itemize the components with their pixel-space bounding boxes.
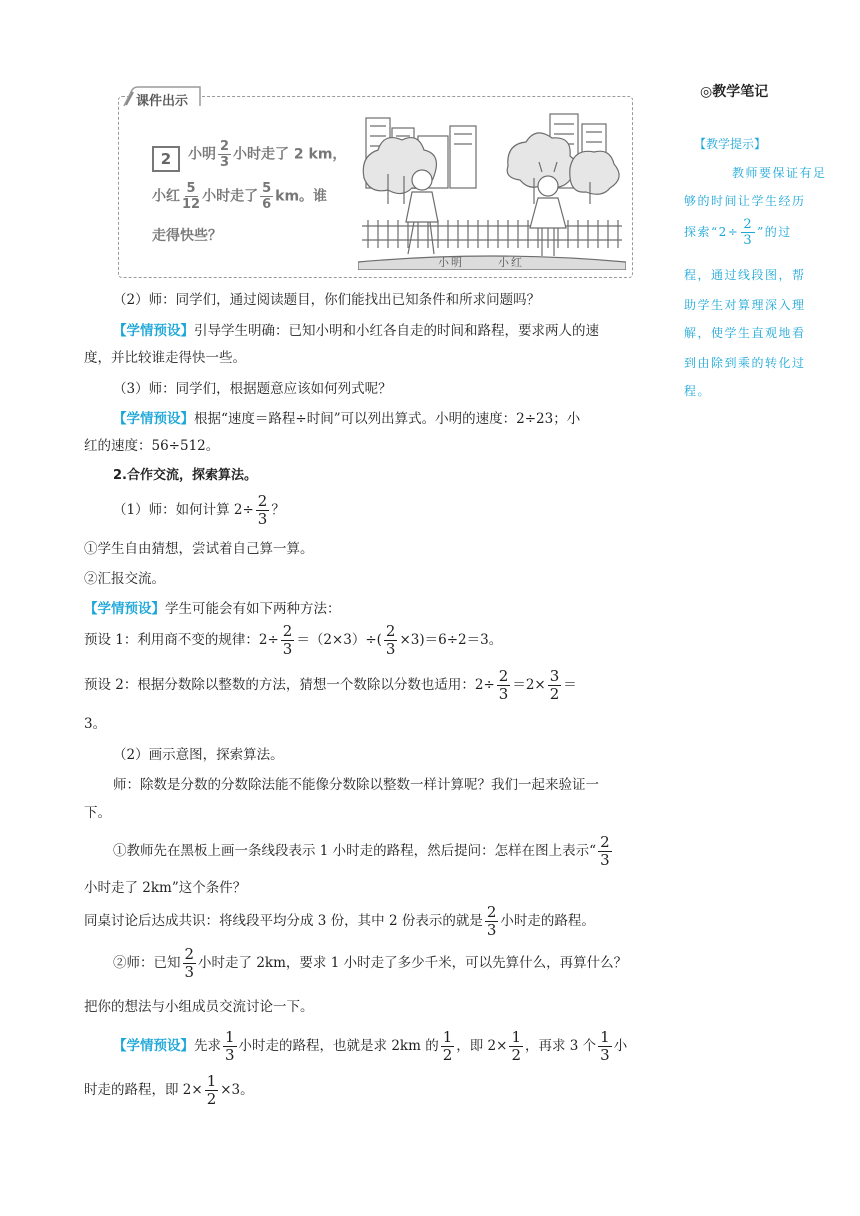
problem-line-2: 小红 $\frac{5}{12}$ 小时走了 $\frac{5}{6}$ km。谁 [152, 181, 328, 212]
text-line: （1）师：如何计算 2÷ $\frac{2}{3}$ ？ [113, 492, 285, 528]
label-xiaoming: 小明 [438, 256, 464, 269]
text-line: 3。 [84, 716, 107, 732]
text-line: 下。 [84, 805, 111, 821]
text-line: 预设 2：根据分数除以整数的方法，猜想一个数除以分数也适用：2÷ $\frac{2}{3}$ ＝2× $\frac{3}{2}$ ＝ [84, 667, 577, 703]
illustration-park [358, 108, 626, 270]
text-line: 小时走了 2km”这个条件？ [84, 880, 247, 896]
teaching-tip-label: 【教学提示】 [694, 137, 767, 151]
teaching-notes-heading: ◎教学笔记 [700, 84, 769, 100]
text-line: 师：除数是分数的分数除法能不能像分数除以整数一样计算呢？我们一起来验证一 [113, 777, 599, 793]
text-line: 【学情预设】引导学生明确：已知小明和小红各自走的时间和路程，要求两人的速 [113, 323, 599, 339]
side-note-line: 解，使学生直观地看 [684, 326, 806, 340]
courseware-title-tab [122, 86, 204, 108]
text-line: 红的速度：56÷512。 [84, 438, 220, 454]
side-note-line: 教师要保证有足 [732, 166, 827, 180]
problem-line-3: 走得快些？ [152, 228, 222, 244]
side-note-line: 探索“2÷ $\frac{2}{3}$ ”的过 [684, 217, 792, 248]
text-line: ①教师先在黑板上画一条线段表示 1 小时走的路程，然后提问：怎样在图上表示“ $\frac{2}{3}$ [113, 833, 610, 869]
side-note-line: 够的时间让学生经历 [684, 194, 806, 208]
text-line: ②汇报交流。 [84, 571, 165, 587]
courseware-title: 课件出示 [136, 94, 189, 109]
text-line: 同桌讨论后达成共识：将线段平均分成 3 份，其中 2 份表示的就是 $\frac{2}{3}$ 小时走的路程。 [84, 903, 595, 939]
text-line: ①学生自由猜想，尝试着自己算一算。 [84, 541, 314, 557]
text-line: 【学情预设】先求 $\frac{1}{3}$ 小时走的路程，也就是求 2km 的 $\frac{1}{2}$ ，即 2× $\frac{1}{2}$ ，再求 3 个 $\frac{1}{3}$ 小 [113, 1028, 628, 1064]
text-line: 【学情预设】学生可能会有如下两种方法： [84, 601, 341, 617]
text-line: 预设 1：利用商不变的规律：2÷ $\frac{2}{3}$ ＝（2×3）÷( $\frac{2}{3}$ ×3)＝6÷2＝3。 [84, 622, 503, 658]
problem-line-1: 小明 $\frac{2}{3}$ 小时走了 2 km， [188, 139, 347, 170]
label-xiaohong: 小红 [498, 256, 524, 269]
park-scene-illustration [358, 108, 626, 270]
side-note-line: 到由除到乘的转化过 [684, 356, 806, 370]
text-line: （2）画示意图，探索算法。 [113, 747, 284, 763]
text-line: （2）师：同学们，通过阅读题目，你们能找出已知条件和所求问题吗？ [113, 292, 541, 308]
text-line: 时走的路程，即 2× $\frac{1}{2}$ ×3。 [84, 1072, 254, 1108]
problem-number: 2 [152, 146, 180, 172]
side-note-line: 程。 [684, 384, 712, 398]
text-line: ②师：已知 $\frac{2}{3}$ 小时走了 2km，要求 1 小时走了多少千米，可以先算什么，再算什么？ [113, 945, 628, 981]
text-line: 【学情预设】根据“速度＝路程÷时间”可以列出算式。小明的速度：2÷23；小 [113, 411, 581, 427]
side-note-line: 程，通过线段图，帮 [684, 268, 806, 282]
text-line: （3）师：同学们，根据题意应该如何列式呢？ [113, 381, 392, 397]
section-heading: 2.合作交流，探索算法。 [113, 468, 257, 483]
text-line: 把你的想法与小组成员交流讨论一下。 [84, 999, 314, 1015]
text-line: 度，并比较谁走得快一些。 [84, 350, 246, 366]
side-note-line: 助学生对算理深入理 [684, 298, 806, 312]
